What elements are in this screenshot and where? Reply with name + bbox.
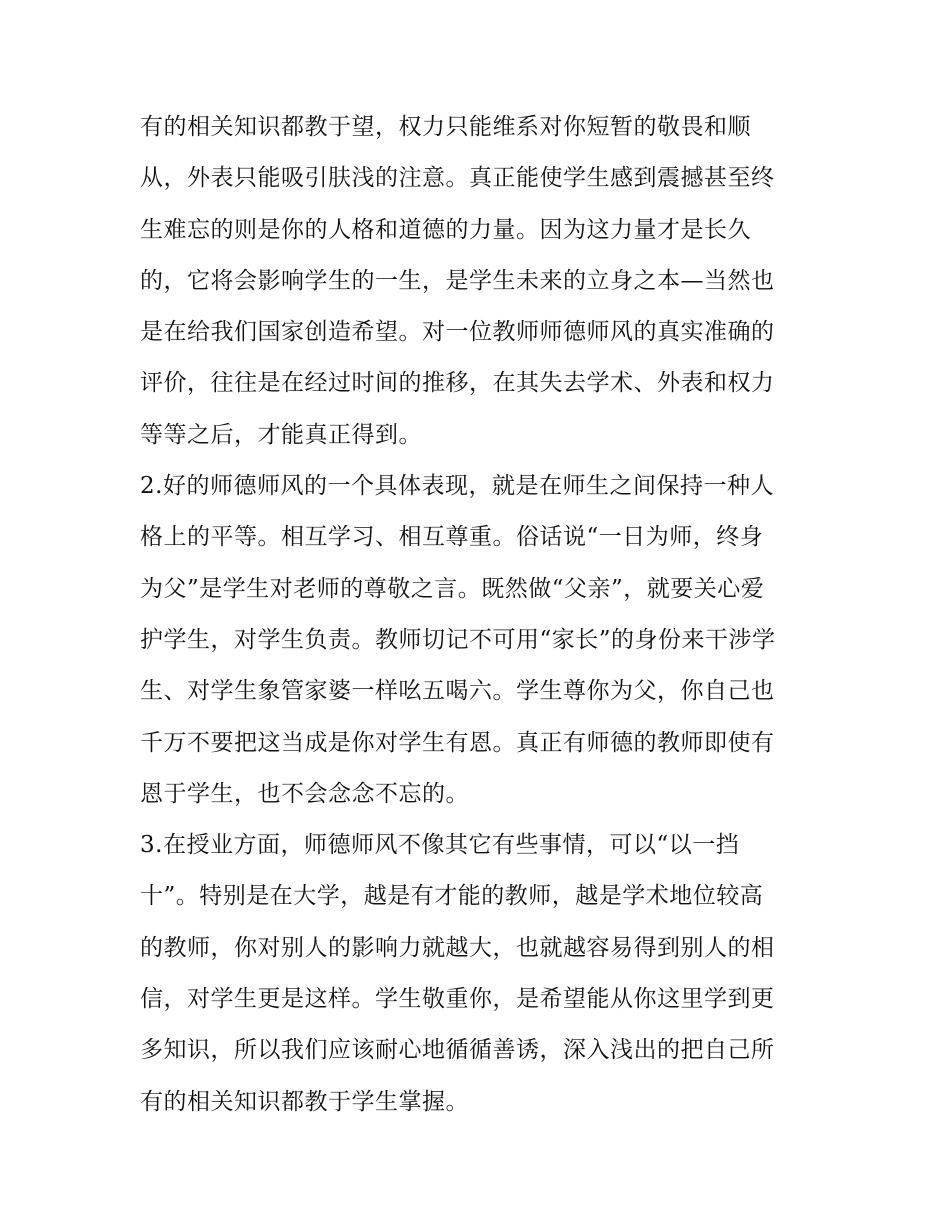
text-line: 从，外表只能吸引肤浅的注意。真正能使学生感到震撼甚至终 xyxy=(140,165,775,192)
text-line: 生、对学生象管家婆一样吆五喝六。学生尊你为父，你自己也 xyxy=(140,678,775,705)
text-line: 恩于学生，也不会念念不忘的。 xyxy=(140,780,469,807)
text-line: 多知识，所以我们应该耐心地循循善诱，深入浅出的把自己所 xyxy=(140,1037,775,1064)
text-line: 有的相关知识都教于望，权力只能维系对你短暂的敬畏和顺 xyxy=(140,114,751,140)
text-line: 信，对学生更是这样。学生敬重你，是希望能从你这里学到更 xyxy=(140,986,775,1013)
text-line: 的，它将会影响学生的一生，是学生未来的立身之本—当然也 xyxy=(140,267,775,294)
text-line: 为父”是学生对老师的尊敬之言。既然做“父亲”，就要关心爱 xyxy=(140,575,765,602)
text-line: 2.好的师德师风的一个具体表现，就是在师生之间保持一种人 xyxy=(140,473,774,500)
body-text xyxy=(140,102,820,1128)
text-line: 格上的平等。相互学习、相互尊重。俗话说“一日为师，终身 xyxy=(140,524,764,551)
text-line: 千万不要把这当成是你对学生有恩。真正有师德的教师即使有 xyxy=(140,729,775,756)
text-line: 有的相关知识都教于学生掌握。 xyxy=(140,1088,469,1115)
text-line: 3.在授业方面，师德师风不像其它有些事情，可以“以一挡 xyxy=(140,832,740,859)
text-line: 护学生，对学生负责。教师切记不可用“家长”的身份来干涉学 xyxy=(140,626,776,653)
text-line: 评价，往往是在经过时间的推移，在其失去学术、外表和权力 xyxy=(140,370,775,397)
text-line: 十”。特别是在大学，越是有才能的教师，越是学术地位较高 xyxy=(140,883,764,910)
text-line: 等等之后，才能真正得到。 xyxy=(140,421,422,448)
text-line: 生难忘的则是你的人格和道德的力量。因为这力量才是长久 xyxy=(140,216,751,243)
text-line: 是在给我们国家创造希望。对一位教师师德师风的真实准确的 xyxy=(140,319,775,346)
text-line: 的教师，你对别人的影响力就越大，也就越容易得到别人的相 xyxy=(140,934,775,961)
